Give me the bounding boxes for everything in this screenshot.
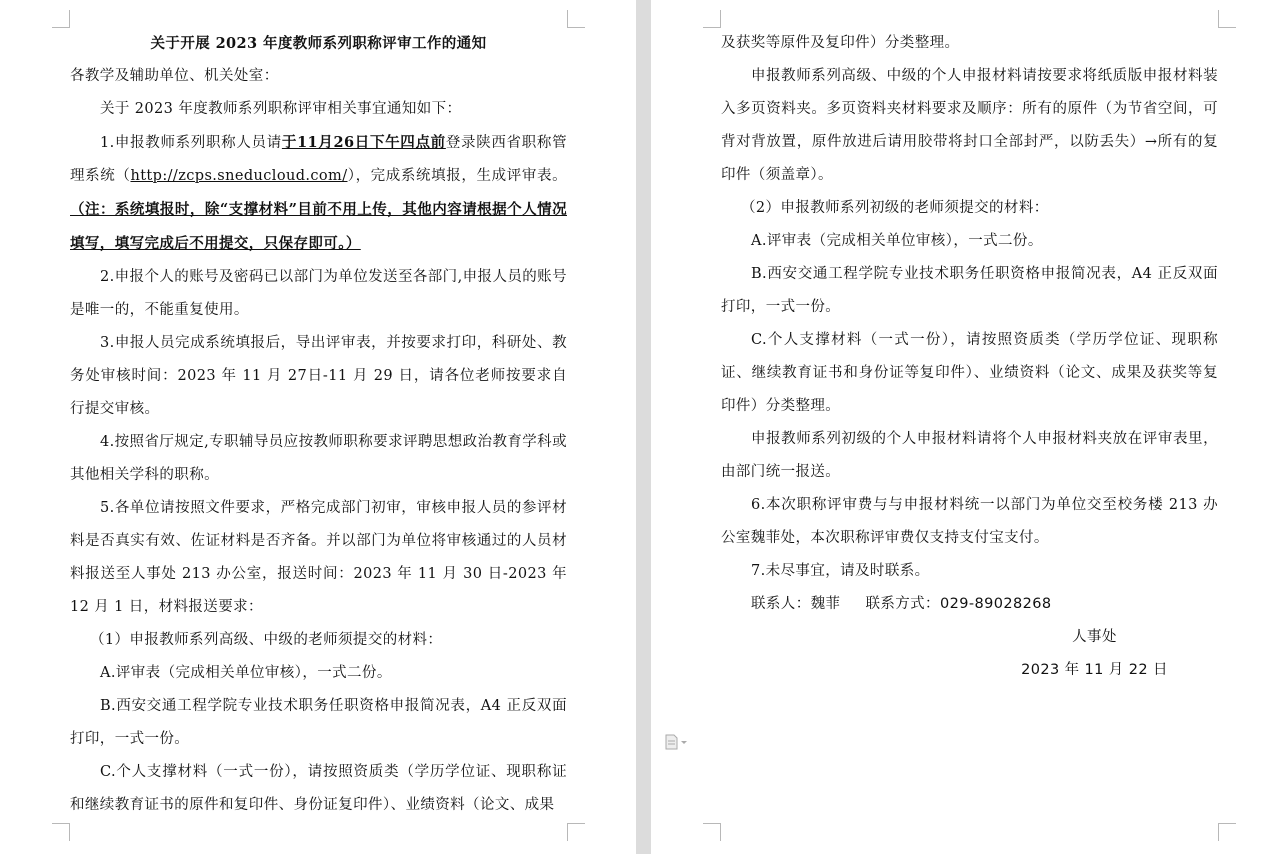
item-3-paragraph: 3.申报人员完成系统填报后，导出评审表，并按要求打印，科研处、教务处审核时间：2023 年 11 月 27日-11 月 29 日，请各位老师按要求自行提交审核。 <box>70 335 567 417</box>
page-gutter <box>636 0 651 854</box>
senior-materials-heading: （1）申报教师系列高级、中级的老师须提交的材料： <box>90 632 443 648</box>
item-1-text-mid: 登录陕西省职称管理系统（ <box>70 135 567 184</box>
system-url-link[interactable]: http://zcps.sneducloud.com/ <box>130 168 348 184</box>
margin-corner-bottom-right <box>567 823 585 841</box>
item-1-note: （注：系统填报时，除“支撑材料”目前不用上传，其他内容请根据个人情况填写，填写完成后不用提交，只保存即可。） <box>70 201 567 252</box>
issue-date: 2023 年 11 月 22 日 <box>1021 662 1168 678</box>
junior-binder-paragraph: 申报教师系列初级的个人申报材料请将个人申报材料夹放在评审表里，由部门统一报送。 <box>721 431 1218 480</box>
intro-paragraph: 关于 2023 年度教师系列职称评审相关事宜通知如下： <box>100 101 462 117</box>
item-6-paragraph: 6.本次职称评审费与与申报材料统一以部门为单位交至校务楼 213 办公室魏菲处，本次职称评审费仅支持支付宝支付。 <box>721 497 1218 546</box>
item-2-paragraph: 2.申报个人的账号及密码已以部门为单位发送至各部门,申报人员的账号是唯一的，不能重复使用。 <box>70 269 567 318</box>
deadline-emphasis: 于11月26日下午四点前 <box>281 134 446 151</box>
right-page-body <box>721 27 1218 687</box>
margin-corner-top-left <box>52 10 70 28</box>
item-5-paragraph: 5.各单位请按照文件要求，严格完成部门初审，审核申报人员的参评材料是否真实有效、佐证材料是否齐备。并以部门为单位将审核通过的人员材料报送至人事处 213 办公室，报送时间：2023 年 11 月 30 日-2023 年 12 月 1 日，材料报送要求： <box>70 500 567 615</box>
contact-line: 联系人：魏菲 联系方式：029-89028268 <box>751 596 1052 612</box>
item-7-paragraph: 7.未尽事宜，请及时联系。 <box>751 563 930 579</box>
item-1-paragraph <box>70 126 567 261</box>
document-page-right <box>651 0 1286 854</box>
margin-corner-bottom-left <box>52 823 70 841</box>
senior-binder-paragraph: 申报教师系列高级、中级的个人申报材料请按要求将纸质版申报材料装入多页资料夹。多页资料夹材料要求及顺序：所有的原件（为节省空间，可背对背放置，原件放进后请用胶带将封口全部封严，以防丢失）→所有的复印件（须盖章）。 <box>721 68 1218 183</box>
left-page-body <box>70 27 567 822</box>
junior-item-a: A.评审表（完成相关单位审核），一式二份。 <box>751 233 1043 249</box>
document-icon <box>664 734 688 750</box>
junior-item-c: C.个人支撑材料（一式一份），请按照资质类（学历学位证、现职称证、继续教育证书和身份证等复印件）、业绩资料（论文、成果及获奖等复印件）分类整理。 <box>721 332 1218 414</box>
senior-item-a: A.评审表（完成相关单位审核），一式二份。 <box>100 665 392 681</box>
item-1-text-end: ），完成系统填报，生成评审表。 <box>347 168 567 184</box>
margin-corner-bottom-right <box>1218 823 1236 841</box>
issuer-signature: 人事处 <box>1072 629 1117 645</box>
document-page-left <box>0 0 636 854</box>
margin-corner-bottom-left <box>703 823 721 841</box>
document-options-icon[interactable] <box>664 734 688 753</box>
document-title: 关于开展 2023 年度教师系列职称评审工作的通知 <box>150 35 487 52</box>
item-4-paragraph: 4.按照省厅规定,专职辅导员应按教师职称要求评聘思想政治教育学科或其他相关学科的职称。 <box>70 434 567 483</box>
margin-corner-top-right <box>567 10 585 28</box>
salutation: 各教学及辅助单位、机关处室： <box>70 68 279 84</box>
junior-item-b: B.西安交通工程学院专业技术职务任职资格申报简况表，A4 正反双面打印，一式一份。 <box>721 266 1218 315</box>
continued-text: 及获奖等原件及复印件）分类整理。 <box>721 35 960 51</box>
junior-materials-heading: （2）申报教师系列初级的老师须提交的材料： <box>741 200 1049 216</box>
margin-corner-top-left <box>703 10 721 28</box>
margin-corner-top-right <box>1218 10 1236 28</box>
senior-item-b: B.西安交通工程学院专业技术职务任职资格申报简况表，A4 正反双面打印，一式一份。 <box>70 698 567 747</box>
item-1-text-start: 1.申报教师系列职称人员请 <box>100 135 282 151</box>
senior-item-c: C.个人支撑材料（一式一份），请按照资质类（学历学位证、现职称证和继续教育证书的原件和复印件、身份证复印件）、业绩资料（论文、成果 <box>70 764 567 813</box>
